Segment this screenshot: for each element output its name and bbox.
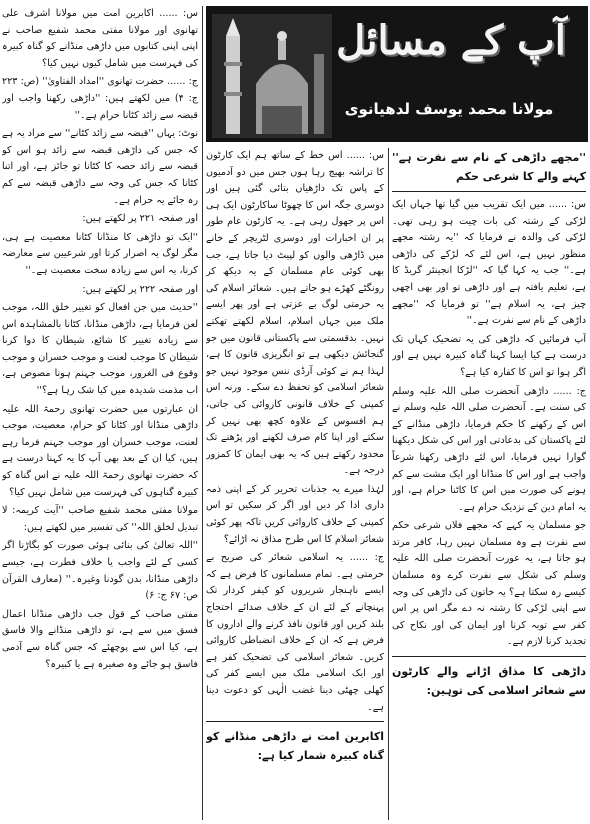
right-paragraph: جو مسلمان یہ کہے کہ مجھے فلاں شرعی حکم سے نفرت ہے وہ مسلمان نہیں رہا، کافر مرتد ہو جاتا ہے، یہ عورت آنحضرت صلی اللہ علیہ وسلم کی شکل سے نفرت کرے وہ مسلمان کیسے رہ سکتا ہے؟ یہ خاتون کی داڑھی کی وجہ سے اپنی لڑکی کا رشتہ نہ دے مگر اس پر اس کفر سے توبہ کرنا اور ایمان کی اور نکاح کی تجدید کرنا لازم ہے۔: [392, 520, 586, 648]
left-reference: اور صفحہ ۲۲۲ پر لکھتے ہیں:: [82, 283, 198, 295]
right-section-heading: داڑھی کا مذاق اڑانے والے کارٹون سے شعائر اسلامی کی توہین:: [392, 665, 586, 698]
middle-question: س: ...... اس خط کے ساتھ ہم ایک کارٹون کا تراشہ بھیج رہا ہوں جس میں دو آدمیوں کے پاس تک داڑھیاں بتائی گئی ہیں اور دوسری جگہ اس کا چھوٹا ساکارٹون ایک ہی اس پر جھول رہی ہے۔ یہ کارٹون عام طور پر ان اخبارات اور دوسری لٹریچر کے خانے میں ڈاڑھی والوں کو لپیٹ دیا جاتا ہے، جب بھی کوئی عام مسلمان کے یہ دیکھ کر رونگٹے کھڑے ہو جاتے ہیں۔ شعائر اسلام کی یہ حرمتی لوگ بے عزتی ہے اور پھر ایسے ملک میں جہاں اسلام، اسلام لکھتے تھکتے نہیں۔ بدقسمتی سے پاکستانی قانون میں جو گنجائش دیکھی ہے تو انگریزی قانون کا ہے، لہذا ہم نے کوئی آرڈی ننس موجود نہیں جو شعائر اسلامی کو تحفظ دے سکے۔ ورنہ اس کمپنی کے خلاف قانونی کاروائی کی جاتی، ہم افسوس کے علاوہ کچھ بھی نہیں کر سکتے اور اپنا کام صرف لکھنے اور پڑھنے تک محدود رکھتے ہیں کہ یہ بھی ایمان کا کمزور درجہ ہے۔: [206, 150, 384, 477]
left-quote: ''حدیث میں جن افعال کو تغییر خلق اللہ، موجب لعن فرمایا ہے، داڑھی منڈانا، کٹانا بالمشاہدہ اس سے زیادہ تغییر کا شائع، شیطان کا دوا کرنا شیطان کا موجب لعنت و موجب خسران و موجب وقوع فی الغرور، موجب جہنم ہونا مصوص ہے، اب مذمت شدیدہ میں کیا شک رہا ہے؟'': [2, 302, 198, 397]
right-section-heading: ''مجھے داڑھی کے نام سے نفرت ہے'' کہنے والے کا شرعی حکم: [392, 151, 586, 183]
right-question: س: ...... میں ایک تقریب میں گیا تھا جہاں ایک لڑکی کے رشتہ کی بات چیت ہو رہی تھی۔ لڑکی کی والدہ نے فرمایا کہ ''یہ رشتہ مجھے منظور نہیں ہے، اس لئے کہ لڑکے کی داڑھی ہے۔'' جب یہ کہا گیا کہ ''لڑکا انجینئر گریڈ کا ہے، تعلیم یافتہ ہے اور داڑھی تو اور بھی اچھی چیز ہے، یہ اسلام ہے'' تو فرمایا کہ ''مجھے داڑھی کے نام سے نفرت ہے۔'': [392, 199, 586, 327]
left-question: س: ...... اکابرین امت میں مولانا اشرف علی تھانوی اور مولانا مفتی محمد شفیع صاحب نے اپنی اپنی کتابوں میں داڑھی منڈانے کو گناہ کبیرہ کی فہرست میں شامل کیوں نہیں کیا؟: [2, 8, 198, 69]
right-answer: ج: ...... داڑھی آنحضرت صلی اللہ علیہ وسلم کی سنت ہے۔ آنحضرت صلی اللہ علیہ وسلم نے اس کے رکھنے کا حکم فرمایا، داڑھی منڈانے کے لئے پاکستان کی بدعادتی اور اس کی شکل دیکھنا گوارا نہیں فرمایا، اس لئے داڑھی رکھنا شرعاً واجب ہے اور اس کا منڈانا اور ایک مشت سے کم ہونے کی صورت میں اس کا کاٹنا حرام ہے، اور یہ امام دین کے نزدیک حرام ہے۔: [392, 385, 586, 513]
section-separator: [392, 656, 586, 657]
mosque-illustration: [212, 14, 332, 138]
column-divider: [202, 6, 203, 820]
section-separator: [206, 721, 384, 722]
middle-paragraph: لہٰذا میرے یہ جذبات تحریر کر کے اپنی ذمہ داری ادا کر دیں اور اگر کر سکیں تو اس کمپنی کے خلاف کاروائی کریں تاکہ پھر کوئی شعائر اسلام کا اس طرح مذاق نہ اڑائے؟: [206, 483, 384, 545]
left-note: نوٹ: یہاں ''قبضہ سے زائد کٹانے'' سے مراد یہ ہے کہ جس کی داڑھی قبضہ سے زائد ہو اس کو قبضہ سے زائد حصہ کا کٹانا تو جائز ہے، اور اتنا کٹانا کہ جس کی وجہ سے داڑھی قبضہ سے کم رہ جائے یہ حرام ہے۔: [2, 128, 198, 206]
left-reference: اور صفحہ ۲۲۱ پر لکھتے ہیں:: [82, 213, 198, 225]
banner-title: آپ کے مسائل: [336, 17, 566, 64]
left-answer: ج: ...... حضرت تھانوی ''امداد الفتاویٰ'' (ص: ۲۲۳ ج: ۴) میں لکھتے ہیں: ''داڑھی رکھنا واجب اور قبضہ سے زائد کٹانا حرام ہے۔'': [2, 76, 198, 121]
left-paragraph: مولانا مفتی محمد شفیع صاحب ''آیت کریمہ: لا تبدیل لخلق اللہ'' کی تفسیر میں لکھتے ہیں:: [2, 505, 198, 533]
left-paragraph: مفتی صاحب کے قول جب داڑھی منڈانا اعمال فسق میں سے ہے، تو داڑھی منڈانے والا فاسق ہے، کیا اس سے پوچھئے کہ جس گناہ سے آدمی فاسق ہو جائے وہ صغیرہ ہے یا کبیرہ؟: [2, 608, 198, 670]
banner-author: مولانا محمد یوسف لدھیانوی: [344, 100, 554, 118]
right-column: [392, 148, 586, 820]
section-separator: [392, 191, 586, 192]
column-divider: [388, 148, 389, 820]
column-banner: [206, 6, 588, 142]
left-column: [2, 6, 198, 820]
left-quote: ''اللہ تعالیٰ کی بنائی ہوئی صورت کو بگاڑنا اگر کسی کے لئے واجب یا خلاف فطرت ہے، جیسے داڑھی منڈانا، بدن گودنا وغیرہ۔'' (معارف القرآن ص: ۶۷ ج: ۶): [2, 540, 198, 602]
middle-answer: ج: ...... یہ اسلامی شعائر کی صریح بے حرمتی ہے۔ تمام مسلمانوں کا فرض ہے کہ ایسے ناہنجار شریروں کو کیفر کردار تک پہنچانے کے لئے ان کے خلاف صدائے احتجاج بلند کریں اور قانون نافذ کرنے والے اداروں کا فرض ہے کہ ان کے خلاف انضباطی کاروائی کریں۔ شعائر اسلامی کی تضحیک کفر ہے اور ایک اسلامی ملک میں ایسے کفر کی کھلی چھٹی دینا غضب الٰہی کو دعوت دینا ہے۔: [206, 552, 384, 713]
middle-section-heading: اکابرین امت نے داڑھی منڈانے کو گناہ کبیرہ شمار کیا ہے:: [206, 730, 384, 763]
right-paragraph: آپ فرمائیں کہ داڑھی کی یہ تضحیک کہاں تک درست ہے کیا ایسا کہنا گناہ کبیرہ نہیں ہے اور اگر ہوا تو اس کا کفارہ کیا ہے؟: [392, 333, 586, 378]
middle-column: [206, 148, 384, 820]
left-quote: ''ایک تو داڑھی کا منڈانا کٹانا معصیت ہے ہی، مگر لوگ یہ اصرار کرتا اور شرعیین سے معارضہ کرنا، یہ اس سے زیادہ سخت معصیت ہے۔'': [2, 231, 198, 276]
left-paragraph: ان عبارتوں میں حضرت تھانوی رحمۃ اللہ علیہ داڑھی منڈانا اور کٹانا کو حرام، معصیت، موجب لعنت، موجب خسران اور موجب جہنم فرما رہے ہیں، کیا ان کے بعد بھی آپ کا یہ کہنا درست ہے کہ حضرت تھانوی رحمۃ اللہ علیہ نے اس گناہ کو کبیرہ گناہوں کی فہرست میں شامل نہیں کیا؟: [2, 403, 198, 498]
